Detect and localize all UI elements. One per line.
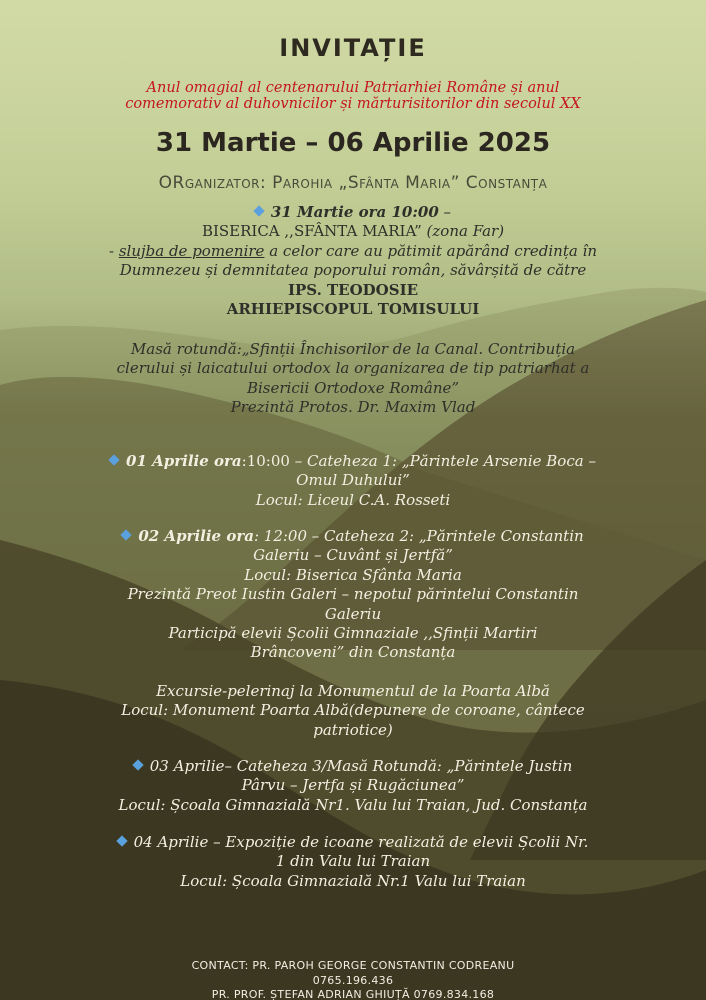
excursion-title: Excursie-pelerinaj la Monumentul de la Poarta Albă <box>156 682 550 700</box>
contact-phone: 0765.196.436 <box>312 973 394 987</box>
event-date: 31 Martie ora 10:00 <box>270 203 439 221</box>
event-line: Galeriu – Cuvânt și Jertfă” <box>253 546 453 565</box>
service-prefix: - <box>108 241 119 260</box>
service-name: slujba de pomenire <box>118 241 265 260</box>
event-heading <box>86 452 620 471</box>
event-participants: Participă elevii Școlii Gimnaziale ,,Sfinții Martiri <box>168 624 538 643</box>
roundtable-line: Masă rotundă:„Sfinții Închisorilor de la Canal. Contribuția <box>130 340 576 358</box>
event-location: Locul: Școala Gimnazială Nr.1 Valu lui Traian <box>180 871 526 890</box>
event-heading <box>86 527 620 546</box>
event-04-aprilie <box>86 833 620 891</box>
event-line: Pârvu – Jertfa și Rugăciunea” <box>241 776 465 795</box>
diamond-bullet-icon <box>121 529 132 540</box>
church-zone: (zona Far) <box>421 222 505 241</box>
bishop-title: ARHIEPISCOPUL TOMISULUI <box>226 300 480 319</box>
excursion-line: patriotice) <box>313 720 393 739</box>
roundtable-line: clerului și laicatului ortodox la organizarea de tip patriarhat a <box>116 359 590 378</box>
service-line <box>86 242 620 261</box>
invitation-title: INVITAȚIE <box>279 34 427 62</box>
contact-line: PR. PROF. ȘTEFAN ADRIAN GHIUȚĂ 0769.834.168 <box>211 988 495 1000</box>
event-31-martie <box>86 203 620 319</box>
event-date: 02 Aprilie ora <box>138 527 254 545</box>
service-desc-line: Dumnezeu și demnitatea poporului român, săvârșită de către <box>119 261 587 280</box>
diamond-bullet-icon <box>116 835 127 846</box>
event-line: 1 din Valu lui Traian <box>275 852 431 871</box>
service-desc: a celor care au pătimit apărând credința în <box>264 241 598 260</box>
event-time: :10:00 <box>241 452 290 470</box>
event-dates: 31 Martie – 06 Aprilie 2025 <box>155 128 551 158</box>
diamond-bullet-icon <box>132 759 143 770</box>
event-heading <box>86 757 620 776</box>
event-desc: : 12:00 – Cateheza 2: „Părintele Constantin <box>253 527 584 545</box>
event-desc: 04 Aprilie – Expoziție de icoane realizată de elevii Școlii Nr. <box>133 833 589 851</box>
church-name: BISERICA ,,SFÂNTA MARIA” <box>201 222 422 241</box>
event-02-aprilie <box>86 527 620 663</box>
contact-line: CONTACT: PR. PAROH GEORGE CONSTANTIN CODREANU <box>191 959 515 972</box>
event-line: Galeriu <box>324 604 382 623</box>
event-03-aprilie <box>86 757 620 815</box>
roundtable-presenter: Prezintă Protos. Dr. Maxim Vlad <box>230 398 476 417</box>
roundtable-block <box>86 340 620 418</box>
event-presenter: Prezintă Preot Iustin Galeri – nepotul părintelui Constantin <box>127 585 579 604</box>
event-desc: 03 Aprilie– Cateheza 3/Masă Rotundă: „Părintele Justin <box>149 757 573 775</box>
event-location: Locul: Biserica Sfânta Maria <box>244 565 462 584</box>
event-date: 01 Aprilie ora <box>126 452 242 470</box>
diamond-bullet-icon <box>108 454 119 465</box>
event-location: Locul: Liceul C.A. Rosseti <box>255 490 451 509</box>
subtitle-line: Anul omagial al centenarului Patriarhiei Române și anul <box>146 80 560 96</box>
bishop-name: IPS. TEODOSIE <box>287 280 419 299</box>
event-heading <box>86 833 620 852</box>
excursion-block <box>86 682 620 740</box>
event-01-aprilie <box>86 452 620 510</box>
event-line: Brâncoveni” din Constanța <box>250 643 456 662</box>
contact-block <box>0 959 706 1000</box>
event-desc: – Cateheza 1: „Părintele Arsenie Boca – <box>289 452 596 470</box>
excursion-location: Locul: Monument Poarta Albă(depunere de coroane, cântece <box>121 701 585 720</box>
event-line: Omul Duhului” <box>296 471 410 490</box>
event-location: Locul: Școala Gimnazială Nr1. Valu lui Traian, Jud. Constanța <box>118 795 588 814</box>
roundtable-line: Bisericii Ortodoxe Române” <box>246 378 460 397</box>
church-line <box>86 222 620 241</box>
event-heading <box>86 203 620 222</box>
event-dash: – <box>438 203 452 221</box>
event-subtitle <box>0 80 706 112</box>
diamond-bullet-icon <box>253 205 264 216</box>
subtitle-line: comemorativ al duhovnicilor și mărturisitorilor din secolul XX <box>125 96 581 112</box>
organizer-line: ORganizator: Parohia „Sfânta Maria” Constanța <box>158 173 548 193</box>
